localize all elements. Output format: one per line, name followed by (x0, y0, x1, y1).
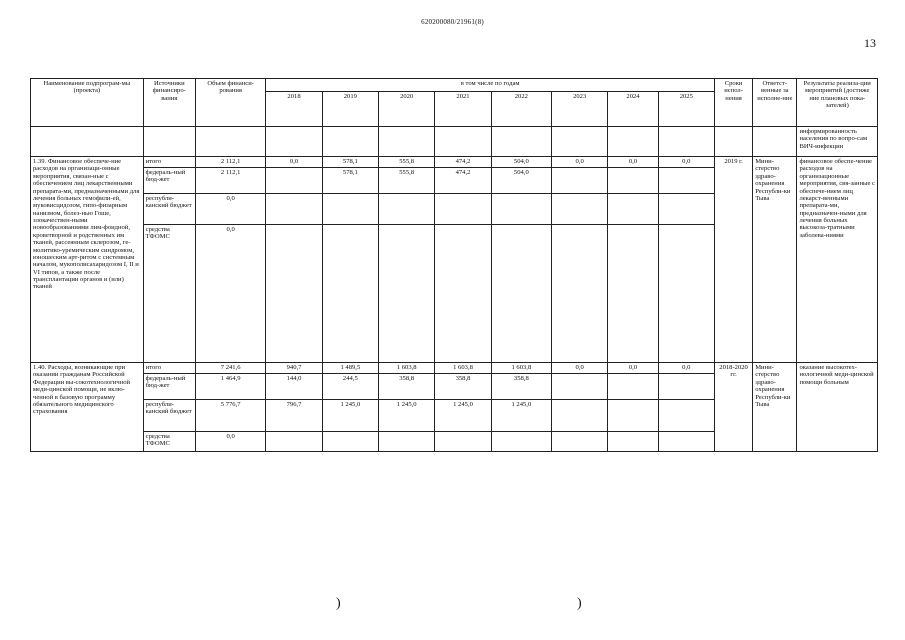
col-header-results: Результаты реализа-ции мероприятий (достиже ние плановых пока-зателей) (797, 79, 878, 127)
result-cell: оказание высокотех-нологичной меди-цинской помощи больным (797, 363, 878, 452)
source-cell: республи-канский бюджет (143, 194, 195, 225)
col-header-volume: Объем финанси-рования (195, 79, 265, 127)
year-cell: 1 245,0 (435, 400, 491, 432)
year-cell (322, 225, 378, 363)
year-cell: 504,0 (491, 168, 551, 194)
financing-table (30, 78, 878, 452)
year-cell: 504,0 (491, 157, 551, 168)
year-cell (266, 225, 322, 363)
year-cell: 144,0 (266, 374, 322, 400)
term-cell: 2018-2020 гг. (714, 363, 752, 452)
year-cell (658, 374, 714, 400)
year-cell: 555,8 (379, 157, 435, 168)
responsible-cell: Мини-стерство здраво-охранения Республи-ки Тыва (753, 363, 797, 452)
source-cell: федераль-ный бюд-жет (143, 168, 195, 194)
col-header-year: 2019 (322, 92, 378, 127)
year-cell: 0,0 (608, 157, 658, 168)
year-cell: 578,1 (322, 168, 378, 194)
year-cell (552, 400, 608, 432)
year-cell (658, 225, 714, 363)
year-cell (608, 168, 658, 194)
year-cell: 1 245,0 (379, 400, 435, 432)
margin-mark: ) (577, 596, 582, 611)
year-cell (608, 194, 658, 225)
col-header-year: 2020 (379, 92, 435, 127)
year-cell (608, 400, 658, 432)
continuation-row (31, 127, 878, 157)
source-cell: федераль-ный бюд-жет (143, 374, 195, 400)
col-header-year: 2024 (608, 92, 658, 127)
year-cell: 1 603,8 (379, 363, 435, 374)
margin-mark: ) (336, 596, 341, 611)
col-header-year: 2018 (266, 92, 322, 127)
year-cell: 1 603,8 (435, 363, 491, 374)
section-name: 1.39. Финансовое обеспече-ние расходов на организаци-онные мероприятия, связан-ные с обеспечением лиц лекарственными препарата-ми, предназначенными для лечения больных гемофили-ей, муковисцидозом, гипо-физарным нанизмом, болез-нью Гоше, злокачествен-ными новообразованиями лим-фоидной, кроветворной и родственных им тканей, рассеянным склерозом, ге-молитико-уремическим синдромом, юношеским арт-ритом с системным началом, мукополисахаридозом I, II и VI типов, а также после трансплантации органов и (или) тканей (31, 157, 144, 363)
total-cell: 2 112,1 (195, 157, 265, 168)
year-cell: 940,7 (266, 363, 322, 374)
col-header-year: 2025 (658, 92, 714, 127)
year-cell: 578,1 (322, 157, 378, 168)
total-cell: 2 112,1 (195, 168, 265, 194)
year-cell (608, 432, 658, 452)
year-cell (552, 225, 608, 363)
col-header-terms: Сроки испол-нения (714, 79, 752, 127)
year-cell (491, 194, 551, 225)
source-cell: республи-канский бюджет (143, 400, 195, 432)
year-cell: 358,8 (435, 374, 491, 400)
total-cell: 0,0 (195, 225, 265, 363)
year-cell: 0,0 (658, 363, 714, 374)
col-header-sources: Источники финансиро-вания (143, 79, 195, 127)
year-cell: 0,0 (608, 363, 658, 374)
year-cell: 555,8 (379, 168, 435, 194)
year-cell (266, 168, 322, 194)
year-cell: 796,7 (266, 400, 322, 432)
total-cell: 5 776,7 (195, 400, 265, 432)
col-header-year: 2023 (552, 92, 608, 127)
year-cell: 0,0 (552, 363, 608, 374)
year-cell (658, 400, 714, 432)
source-cell: итого (143, 157, 195, 168)
document-id: 620200080/21961(8) (421, 18, 484, 26)
continuation-result: информированность населения по вопро-сам ВИЧ-инфекции (797, 127, 878, 157)
result-cell: финансовое обеспе-чение расходов на организационные мероприятия, свя-занные с обеспече-нием лиц лекарст-венными препарата-ми, предназначен-ными для лечения больных высокоза-тратными заболева-ниями (797, 157, 878, 363)
section-name: 1.40. Расходы, возникающие при оказании гражданам Российской Федерации вы-сокотехнологичной меди-цинской помощи, не вклю-ченной в базовую программу обязательного медицинского страхования (31, 363, 144, 452)
year-cell: 1 489,5 (322, 363, 378, 374)
year-cell: 1 245,0 (491, 400, 551, 432)
table-row (31, 363, 878, 374)
year-cell (552, 374, 608, 400)
year-cell: 474,2 (435, 168, 491, 194)
year-cell: 1 603,8 (491, 363, 551, 374)
total-cell: 0,0 (195, 432, 265, 452)
year-cell (552, 194, 608, 225)
responsible-cell: Мини-стерство здраво-охранения Республи-ки Тыва (753, 157, 797, 363)
year-cell: 0,0 (658, 157, 714, 168)
col-header-year: 2022 (491, 92, 551, 127)
year-cell: 1 245,0 (322, 400, 378, 432)
year-cell (435, 432, 491, 452)
total-cell: 7 241,6 (195, 363, 265, 374)
year-cell (608, 374, 658, 400)
year-cell: 0,0 (266, 157, 322, 168)
page-number: 13 (864, 36, 876, 50)
year-cell (266, 432, 322, 452)
year-cell (266, 194, 322, 225)
year-cell (658, 194, 714, 225)
year-cell (322, 432, 378, 452)
year-cell (658, 432, 714, 452)
year-cell: 0,0 (552, 157, 608, 168)
source-cell: средства ТФОМС (143, 225, 195, 363)
year-cell (658, 168, 714, 194)
year-cell (552, 168, 608, 194)
source-cell: средства ТФОМС (143, 432, 195, 452)
source-cell: итого (143, 363, 195, 374)
year-cell (379, 432, 435, 452)
term-cell: 2019 г. (714, 157, 752, 363)
year-cell: 244,5 (322, 374, 378, 400)
total-cell: 0,0 (195, 194, 265, 225)
year-cell (379, 225, 435, 363)
year-cell (608, 225, 658, 363)
year-cell (491, 225, 551, 363)
year-cell (491, 432, 551, 452)
year-cell (435, 225, 491, 363)
year-cell: 358,8 (379, 374, 435, 400)
year-cell (379, 194, 435, 225)
year-cell: 474,2 (435, 157, 491, 168)
table-row (31, 157, 878, 168)
total-cell: 1 464,9 (195, 374, 265, 400)
col-header-responsible: Ответст-венные за исполне-ние (753, 79, 797, 127)
year-cell (552, 432, 608, 452)
year-cell (322, 194, 378, 225)
col-header-by-years: в том числе по годам (266, 79, 715, 92)
col-header-year: 2021 (435, 92, 491, 127)
col-header-name: Наименование подпрограм-мы (проекта) (31, 79, 144, 127)
year-cell: 358,8 (491, 374, 551, 400)
year-cell (435, 194, 491, 225)
